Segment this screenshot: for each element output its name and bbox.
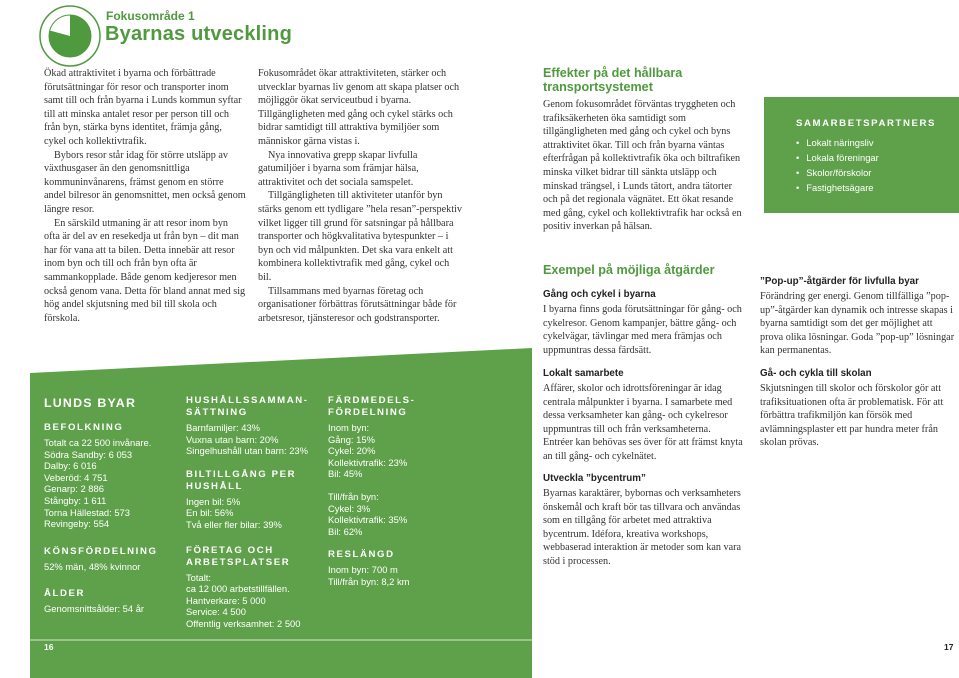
stat-line: Bil: 62% [328, 525, 363, 537]
measures-heading: Exempel på möjliga åtgärder [543, 263, 715, 277]
measure-heading: Lokalt samarbete [543, 368, 624, 379]
stat-line: Totalt ca 22 500 invånare. [44, 437, 152, 448]
paragraph: Tillgängligheten till aktiviteter utanför byn stärks genom ett tydligare ”hela resan”-perspektiv vilket ligger till grund för satsningar på hållbara transporter och högkvalitativa bytespunkter – i byn och vid målpunkten. Det ska vara enkelt att kombinera kollektivtrafik med gång, cykel och bil. [258, 190, 462, 283]
stat-line: Till/från byn: 8,2 km [328, 575, 410, 587]
stat-line: 52% män, 48% kvinnor [44, 560, 141, 572]
stats-column-c [328, 395, 448, 588]
stats-title: LUNDS BYAR [44, 396, 137, 410]
age-heading: ÅLDER [44, 588, 86, 600]
list-item: • Lokala föreningar [796, 150, 959, 165]
paragraph: Bybors resor står idag för större utsläpp av växthusgaser än den genomsnittliga kommuninvånarens, främst genom en större andel bilresor än genomsnittet, men också genom längre resor. [44, 149, 246, 215]
stat-line: Singelhushåll utan barn: 23% [186, 445, 308, 457]
measure-text: Affärer, skolor och idrottsföreningar är idag centrala målpunkter i byarna. I samarbete med dessa verksamheter kan gång- och cykelresor uppmuntras till och från verksamheterna. Entréer kan behövas ses över för att främst knyta an till gång- och cykelnätet. [543, 383, 743, 462]
population-heading: BEFOLKNING [44, 422, 124, 433]
stat-line: Till/från byn: [328, 490, 379, 502]
partners-heading: SAMARBETSPARTNERS [796, 118, 937, 129]
stat-line: Torna Hällestad: 573 [44, 506, 130, 518]
stat-line: Gång: 15% [328, 433, 375, 445]
stats-column-b [186, 395, 316, 630]
measure-heading: Utveckla ”bycentrum” [543, 473, 646, 484]
stat-line: Södra Sandby: 6 053 [44, 448, 133, 460]
stat-line: Dalby: 6 016 [44, 460, 97, 472]
effects-text: Genom fokusområdet förväntas tryggheten och trafiksäkerheten öka samtidigt som tillgängligheten med gång och cykel och byns attraktivitet ökar. Till och från byarna väntas efterfrågan på kollektivtrafik öka och biltrafiken minska vilket bidrar till sänkta utsläpp och minskad trängsel, i Lunds tätort, andra tätorter och på det regionala vägnätet. Ett ökat resande med gång, cykel och kollektivtrafik har också en positiv inverkan på hälsan. [543, 99, 742, 233]
measure-text: Byarnas karaktärer, bybornas och verksamheters önskemål och kraft bör tas tillvara och användas som en tillgång för arbetet med attraktiva bycentrum. Idéfora, kreativa workshops, webbaserad interaktion är metoder som kan vara stöd i processen. [543, 488, 742, 567]
stat-line: Kollektivtrafik: 35% [328, 514, 408, 526]
stat-line: Hantverkare: 5 000 [186, 594, 266, 606]
page-title: Byarnas utveckling [105, 23, 293, 45]
household-heading: HUSHÅLLSSAMMAN-SÄTTNING [186, 395, 309, 418]
page-number-right: 17 [944, 642, 954, 652]
effects-heading: Effekter på det hållbara transportsystemet [543, 66, 683, 94]
stat-line: Genomsnittsålder: 54 år [44, 603, 145, 615]
measure-heading: Gång och cykel i byarna [543, 289, 656, 300]
stat-line: Veberöd: 4 751 [44, 471, 108, 483]
paragraph: En särskild utmaning är att resor inom byn ofta är del av en resekedja ut från byn – dit man har för vana att ta bilen. Detta innebär att resor inom byn och till och från byn ofta är sammankopplade. Både genom kedjeresor men också genom vana. Detta för bland annat med sig hög andel skjutsning med bil till skola och förskola. [44, 217, 246, 324]
stat-line: Vuxna utan barn: 20% [186, 433, 279, 445]
distance-heading: RESLÄNGD [328, 549, 395, 561]
stat-line: Bil: 45% [328, 468, 363, 480]
measure-text: Förändring ger energi. Genom tillfälliga ”pop-up”-åtgärder kan dynamik och intresse skapas i byarna samtidigt som det ger möjlighet att prova olika lösningar. Goda ”pop-up” lösningar kan permanentas. [760, 291, 955, 357]
stat-line: Service: 4 500 [186, 606, 246, 618]
measure-text: Skjutsningen till skolor och förskolor gör att trafiksituationen ofta är problematisk. För att förbättra trafikmiljön kan försök med avlämningsplaster ett par hundra meter från skolan prövas. [760, 383, 944, 449]
list-item: • Fastighetsägare [796, 180, 959, 195]
page-number-left: 16 [44, 642, 54, 652]
focus-label: Fokusområde 1 [106, 9, 195, 23]
stat-line: Cykel: 20% [328, 445, 376, 457]
paragraph: Fokusområdet ökar attraktiviteten, stärker och utvecklar byarnas liv genom att skapa platser och möjliggör ökat serviceutbud i byarna. Tillgängligheten med gång och cykel stärks och bidrar samtidigt till attraktiva bymiljöer som människor gärna vistas i. [258, 68, 460, 147]
paragraph: Nya innovativa grepp skapar livfulla gatumiljöer i byarna som främjar hälsa, attraktivitet och det sociala samspelet. [258, 149, 419, 188]
stat-line: Barnfamiljer: 43% [186, 422, 260, 433]
list-item: • Skolor/förskolor [796, 165, 959, 180]
stat-line: Revingeby: 554 [44, 518, 110, 530]
stat-line: Ingen bil: 5% [186, 495, 241, 507]
stat-line: Offentlig verksamhet: 2 500 [186, 617, 301, 629]
measure-heading: Gå- och cykla till skolan [760, 368, 872, 379]
stat-line: Stångby: 1 611 [44, 494, 107, 506]
stat-line: Inom byn: 700 m [328, 564, 398, 576]
gender-heading: KÖNSFÖRDELNING [44, 545, 158, 557]
stat-line: Genarp: 2 886 [44, 483, 104, 495]
stat-line: Kollektivtrafik: 23% [328, 456, 408, 468]
paragraph: Ökad attraktivitet i byarna och förbättrade förutsättningar för resor och transporter inom samt till och från byarna i Lunds kommun syftar till att minska antalet resor per person till och från byn, stärka byns identitet, främja gång, cykel och kollektivtrafik. [44, 68, 242, 147]
measure-text: I byarna finns goda förutsättningar för gång- och cykelresor. Genom kampanjer, bättre gång- och cykelvägar, tävlingar med mera främjas och uppmuntras dessa färdsätt. [543, 304, 742, 356]
stat-line: Totalt: [186, 571, 212, 583]
stat-line: ca 12 000 arbetstillfällen. [186, 583, 290, 595]
measure-heading: ”Pop-up”-åtgärder för livfulla byar [760, 276, 919, 287]
car-heading: BILTILLGÅNG PER HUSHÅLL [186, 468, 297, 492]
stat-line: En bil: 56% [186, 507, 234, 519]
stat-line: Cykel: 3% [328, 502, 371, 514]
stat-line: Inom byn: [328, 422, 370, 433]
stats-column-a [44, 422, 184, 615]
companies-heading: FÖRETAG OCH ARBETSPLATSER [186, 544, 291, 568]
stat-line: Två eller fler bilar: 39% [186, 518, 282, 530]
list-item: • Lokalt näringsliv [796, 135, 959, 150]
paragraph: Tillsammans med byarnas företag och organisationer förbättras förutsättningar både för arbetsresor, tjänsteresor och godstransporter. [258, 285, 457, 324]
modes-heading: FÄRDMEDELS-FÖRDELNING [328, 395, 416, 418]
